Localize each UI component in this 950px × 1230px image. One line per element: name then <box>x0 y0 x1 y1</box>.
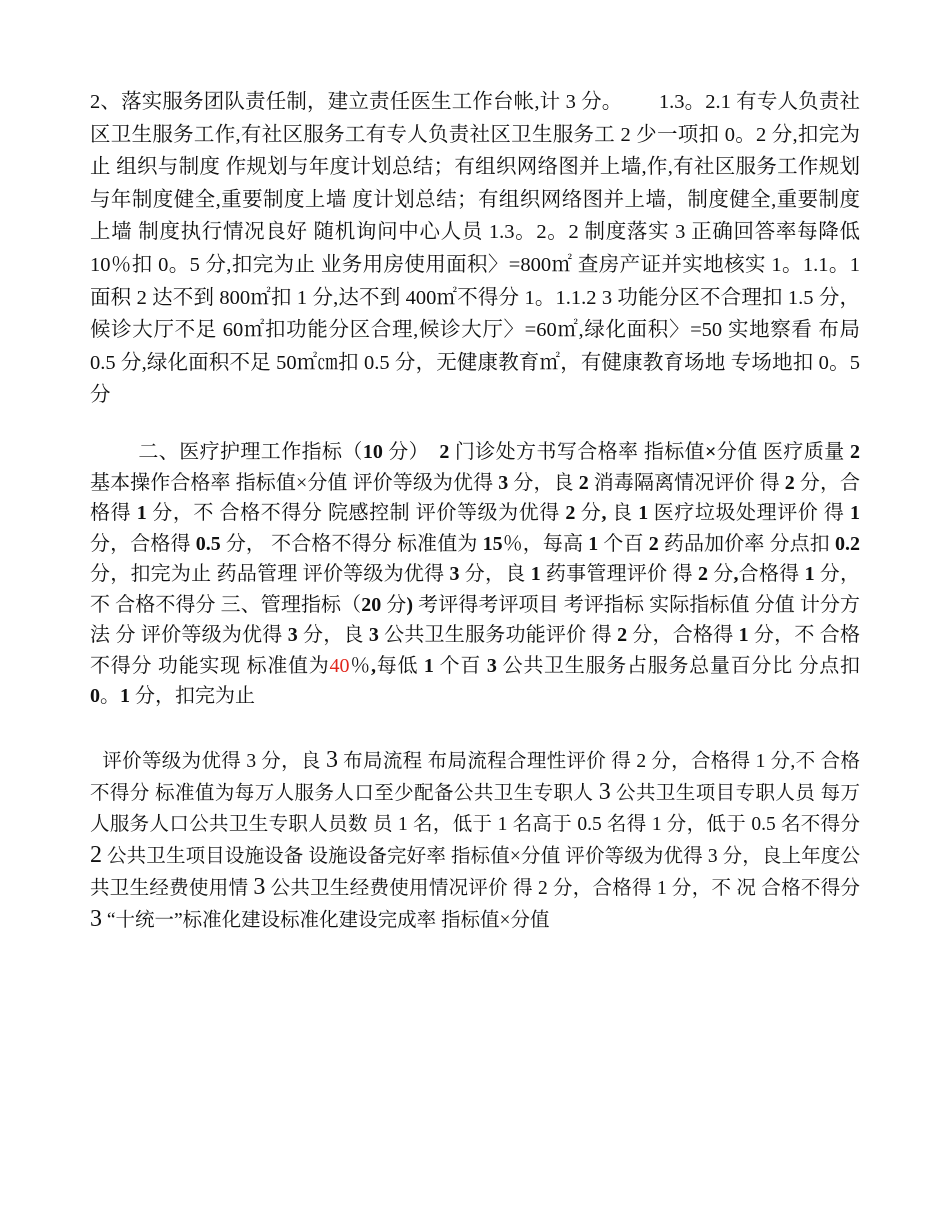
bold-run: 1 <box>850 502 860 524</box>
bold-run: 1 <box>120 685 130 707</box>
bold-run: 15 <box>482 532 503 555</box>
text-run: 分，良 <box>508 471 579 494</box>
bold-run: 2 <box>439 441 450 463</box>
bold-run: 2 <box>697 563 708 585</box>
text-run: 公共卫生项目设施设备 设施设备完好率 指标值×分值 评价等级为优得 3 分，良上年度公共卫生经费使用情 <box>90 846 860 899</box>
text-run: 分） <box>382 441 440 463</box>
text-run: 分 <box>381 593 407 616</box>
bold-run: 1 <box>738 624 749 646</box>
bold-run: 1 <box>588 532 599 555</box>
bold-run: 2 <box>784 471 795 494</box>
bold-run: 1 <box>530 563 541 585</box>
text-run: 公共卫生服务功能评价 得 <box>378 624 618 646</box>
text-run: 每低 <box>375 654 424 677</box>
large-number: 3 <box>598 779 611 805</box>
text-run: 合格得 <box>738 563 805 585</box>
text-run: 分， 不合格不得分 标准值为 <box>220 532 483 555</box>
text-run: 分，合格得 <box>90 471 860 524</box>
text-run: 考评得考评项目 考评指标 实际指标值 分值 计分方法 分 评价等级为优得 <box>90 593 860 646</box>
bold-run: ) <box>406 593 414 616</box>
text-run: 分 <box>707 563 734 585</box>
text-run: 布局流程 布局流程合理性评价 得 2 分，合格得 1 分,不 合格不得分 标准值为每万人服务人口至少配备公共卫生专职人 <box>90 751 860 804</box>
text-run: 分，良 <box>459 563 531 585</box>
text-run: 个百 <box>598 532 649 555</box>
bold-run: 3 <box>287 624 298 646</box>
bold-run: 2 <box>648 532 659 555</box>
paragraph-public-health-indicators <box>90 745 860 990</box>
bold-run: 3 <box>449 563 460 585</box>
bold-run: 1 <box>423 654 434 677</box>
text-run: 二、医疗护理工作指标（ <box>138 441 363 463</box>
bold-run: 1 <box>136 502 147 524</box>
text-run: 分，合格得 <box>90 532 196 555</box>
bold-run: 2 <box>617 624 628 646</box>
large-number: 2 <box>90 842 102 868</box>
text-run: 良 <box>606 502 639 524</box>
text-run: 门诊处方书写合格率 指标值 <box>449 441 706 463</box>
text-run: 分值 医疗质量 <box>716 441 851 463</box>
bold-run: , <box>601 502 607 524</box>
text-run: 公共卫生项目专职人员 每万人服务人口公共卫生专职人员数 员 1 名，低于 1 名高于 0.5 名得 1 分，低于 0.5 名不得分 <box>90 783 860 835</box>
paragraph-text: 2、落实服务团队责任制，建立责任医生工作台帐,计 3 分。 1.3。2.1 有专人负责社区卫生服务工作,有社区服务工有专人负责社区卫生服务工 2 少一项扣 0。2 分,扣完为止 组织与制度 作规划与年度计划总结；有组织网络图并上墙,作,有社区服务工作规划与年制度健全,重要制度上墙 度计划总结；有组织网络图并上墙，制度健全,重要制度上墙 制度执行情况良好 随机询问中心人员 1.3。2。2 制度落实 3 正确回答率每降低 10％扣 0。5 分,扣完为止 业务用房使用面积〉=800㎡ 查房产证并实地核实 1。1.1。1 面积 2 达不到 800㎡扣 1 分,达不到 400㎡不得分 1。1.1.2 3 功能分区不合理扣 1.5 分，候诊大厅不足 60㎡扣功能分区合理,候诊大厅〉=60㎡,绿化面积〉=50 实地察看 布局 0.5 分,绿化面积不足 50㎡㎝扣 0.5 分，无健康教育㎡，有健康教育场地 专场地扣 0。5 分 <box>90 91 860 407</box>
bold-run: 2 <box>850 441 860 463</box>
bold-run: 0.5 <box>195 532 221 555</box>
bold-run: 20 <box>361 593 382 616</box>
text-run: 个百 <box>433 654 487 677</box>
paragraph-service-team <box>90 86 860 426</box>
large-number: 3 <box>325 747 338 773</box>
bold-run: , <box>370 654 376 677</box>
text-run: 公共卫生服务占服务总量百分比 分点扣 <box>496 654 860 677</box>
bold-run: 3 <box>498 471 509 494</box>
text-run: 分，不 合格不得分 功能实现 标准值为 <box>90 624 860 677</box>
text-run: “十统一”标准化建设标准化建设完成率 指标值×分值 <box>102 910 550 931</box>
text-run: 分，良 <box>297 624 369 646</box>
text-run: 分，不 合格不得分 三、管理指标（ <box>90 563 860 616</box>
text-run: 公共卫生经费使用情况评价 得 2 分，合格得 1 分，不 况 合格不得分 <box>265 878 860 899</box>
highlighted-value: 40 <box>329 654 350 677</box>
bold-run: 10 <box>362 441 383 463</box>
text-run: 分，扣完为止 药品管理 评价等级为优得 <box>90 563 450 585</box>
bold-run: , <box>733 563 739 585</box>
text-run: 分，合格得 <box>627 624 739 646</box>
text-run: ％ <box>349 654 371 677</box>
bold-run: 2 <box>578 471 589 494</box>
bold-run: 0.2 <box>835 532 860 555</box>
text-run: 评价等级为优得 3 分，良 <box>102 751 326 772</box>
bold-run: 3 <box>368 624 379 646</box>
bold-run: 0 <box>90 685 100 707</box>
text-run: 药品加价率 分点扣 <box>658 532 836 555</box>
text-run: 分，扣完为止 <box>130 685 255 707</box>
bold-run: 2 <box>565 502 576 524</box>
text-run: 。 <box>100 685 120 707</box>
bold-run: 3 <box>486 654 497 677</box>
text-run: 医疗垃圾处理评价 得 <box>648 502 851 524</box>
bold-run: 1 <box>638 502 649 524</box>
text-run: 消毒隔离情况评价 得 <box>588 471 785 494</box>
bold-run: 1 <box>804 563 815 585</box>
text-run: 分 <box>575 502 602 524</box>
paragraph-medical-nursing-indicators <box>90 437 860 727</box>
text-run: 药事管理评价 得 <box>540 563 698 585</box>
text-run: ％，每高 <box>502 532 589 555</box>
text-run: 分，不 合格不得分 院感控制 评价等级为优得 <box>146 502 566 524</box>
bold-run: × <box>705 441 717 463</box>
large-number: 3 <box>90 906 102 932</box>
text-run: 基本操作合格率 指标值×分值 评价等级为优得 <box>90 471 499 494</box>
large-number: 3 <box>253 874 266 900</box>
